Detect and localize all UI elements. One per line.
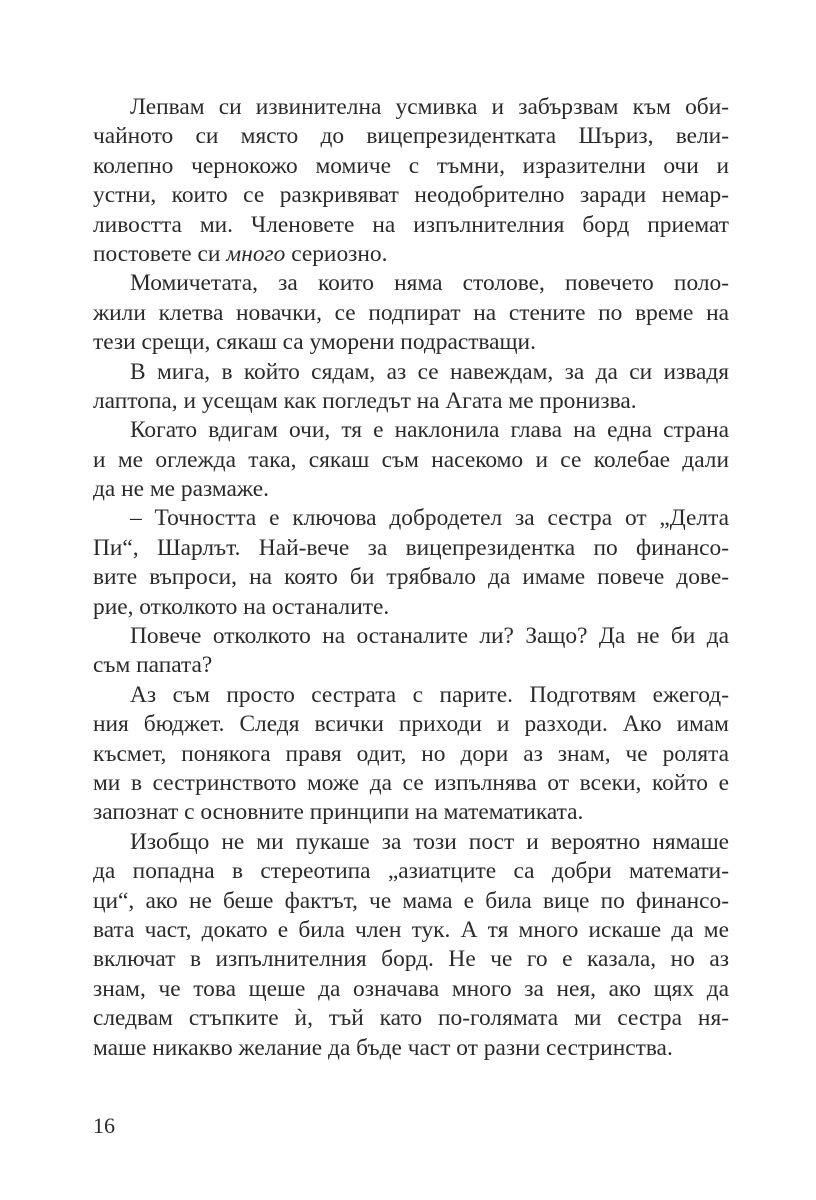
- text-line: устни, които се разкривяват неодобрително заради немар-: [93, 182, 729, 209]
- text-line: следвам стъпките ѝ, тъй като по-голямата ми сестра ня-: [93, 1005, 729, 1032]
- text-line: запознат с основните принципи на математиката.: [93, 799, 584, 826]
- text-line: знам, че това щеше да означава много за нея, ако щях да: [93, 975, 729, 1002]
- text-line: Пи“, Шарлът. Най-вече за вицепрезидентка по финансо-: [93, 534, 729, 561]
- text-line: чайното си място до вицепрезидентката Шъриз, вели-: [93, 123, 729, 150]
- paragraph: [93, 828, 729, 1063]
- text-line: Лепвам си извинителна усмивка и забързвам към оби-: [130, 94, 729, 120]
- text-line: [93, 240, 729, 269]
- text-line: вите въпроси, на която би трябвало да имаме повече дове-: [93, 564, 729, 591]
- paragraph: [93, 622, 729, 681]
- text-line: Повече отколкото на останалите ли? Защо? Да не би да: [130, 623, 729, 650]
- text-line: ми в сестринството може да се изпълнява от всеки, който е: [93, 769, 729, 796]
- text-line: В мига, в който сядам, аз се навеждам, за да си извадя: [130, 358, 729, 385]
- paragraph: [93, 358, 729, 417]
- paragraph: [93, 269, 729, 357]
- text-line: късмет, понякога правя одит, но дори аз знам, че ролята: [93, 740, 729, 767]
- text-line: ци“, ако не беше фактът, че мама е била вице по финансо-: [93, 887, 729, 914]
- text-line: Изобщо не ми пукаше за този пост и вероятно нямаше: [130, 828, 729, 855]
- text-line: маше никакво желание да бъде част от разни сестринства.: [93, 1034, 673, 1061]
- text-line: Когато вдигам очи, тя е наклонила глава на една страна: [130, 417, 729, 444]
- text-line: колепно чернокожо момиче с тъмни, изразителни очи и: [93, 152, 729, 179]
- text-run: постовете си: [93, 240, 227, 267]
- text-line: Аз съм просто сестрата с парите. Подготвям ежегод-: [130, 681, 729, 708]
- text-line: да попадна в стереотипа „азиатците са добри математи-: [93, 858, 729, 885]
- dialogue-paragraph: [93, 504, 729, 622]
- paragraph: [93, 93, 729, 269]
- text-line: – Точността е ключова добродетел за сестра от „Делта: [130, 505, 729, 532]
- emphasis-text: много: [226, 240, 286, 267]
- text-line: съм папата?: [93, 652, 213, 679]
- paragraph: [93, 681, 729, 828]
- text-line: Момичетата, за които няма столове, повечето поло-: [130, 270, 729, 297]
- text-line: да не ме размаже.: [93, 476, 270, 503]
- text-line: рие, отколкото на останалите.: [93, 593, 390, 620]
- paragraph: [93, 416, 729, 504]
- text-line: тези срещи, сякаш са уморени подрастващи.: [93, 329, 536, 356]
- text-line: и ме оглежда така, сякаш съм насекомо и се колебае дали: [93, 446, 729, 473]
- text-line: включат в изпълнителния борд. Не че го е казала, но аз: [93, 946, 729, 973]
- body-text: [93, 93, 729, 1063]
- page-number: 16: [93, 1113, 115, 1138]
- text-line: жили клетва новачки, се подпират на стените по време на: [93, 299, 729, 326]
- text-run: сериозно.: [285, 240, 388, 267]
- text-line: ливостта ми. Членовете на изпълнителния борд приемат: [93, 211, 729, 238]
- text-line: лаптопа, и усещам как погледът на Агата ме пронизва.: [93, 387, 637, 414]
- text-line: вата част, докато е била член тук. А тя много искаше да ме: [93, 916, 729, 943]
- text-line: ния бюджет. Следя всички приходи и разходи. Ако имам: [93, 711, 729, 738]
